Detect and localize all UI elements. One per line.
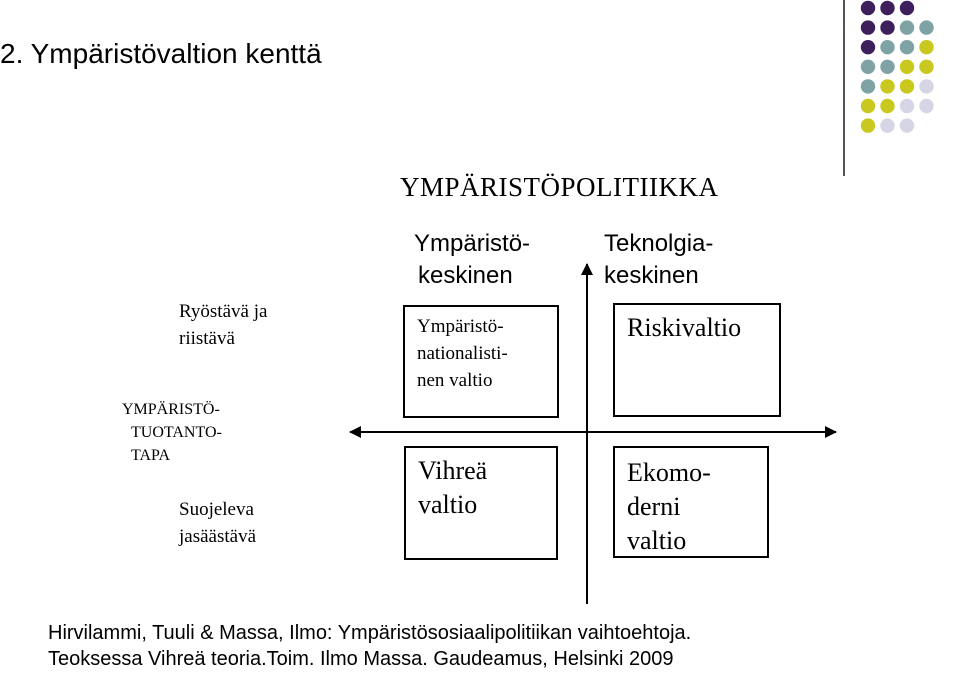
policy-axis-label: YMPÄRISTÖPOLITIIKKA [400,172,719,202]
reference-citation [48,620,691,672]
box-green-state [404,446,558,560]
column-header-line: Ympäristö- [414,230,531,257]
left-label-line: TAPA [131,447,171,464]
box-text-line: Riskivaltio [627,313,742,342]
box-environmental-nationalist-state [403,305,559,418]
left-label-line: TUOTANTO- [131,424,222,441]
left-label-line: Ryöstävä ja [179,301,268,322]
slide-title: 2. Ympäristövaltion kenttä [0,38,322,69]
column-header-line: keskinen [418,262,513,289]
reference-line: Teoksessa Vihreä teoria.Toim. Ilmo Massa. Gaudeamus, Helsinki 2009 [48,648,674,670]
box-text-line: valtio [418,490,478,519]
left-label-line: riistävä [179,328,235,349]
column-header-line: keskinen [604,262,699,289]
box-text-line: nationalisti- [417,343,508,364]
column-header-line: Teknolgia- [604,230,714,257]
reference-line: Hirvilammi, Tuuli & Massa, Ilmo: Ympäristösosiaalipolitiikan vaihtoehtoja. [48,622,692,644]
box-text-line: Vihreä [418,456,488,485]
box-risk-state [613,303,781,417]
left-label-line: YMPÄRISTÖ- [122,401,220,418]
box-text-line: valtio [627,526,687,555]
box-text-line: Ekomo- [627,458,711,487]
box-text-line: Ympäristö- [417,316,504,337]
left-label-line: Suojeleva [179,499,254,520]
box-ecomodern-state [613,446,769,558]
box-text-line: nen valtio [417,370,493,391]
box-text-line: derni [627,492,681,521]
left-label-line: jasäästävä [179,526,257,547]
